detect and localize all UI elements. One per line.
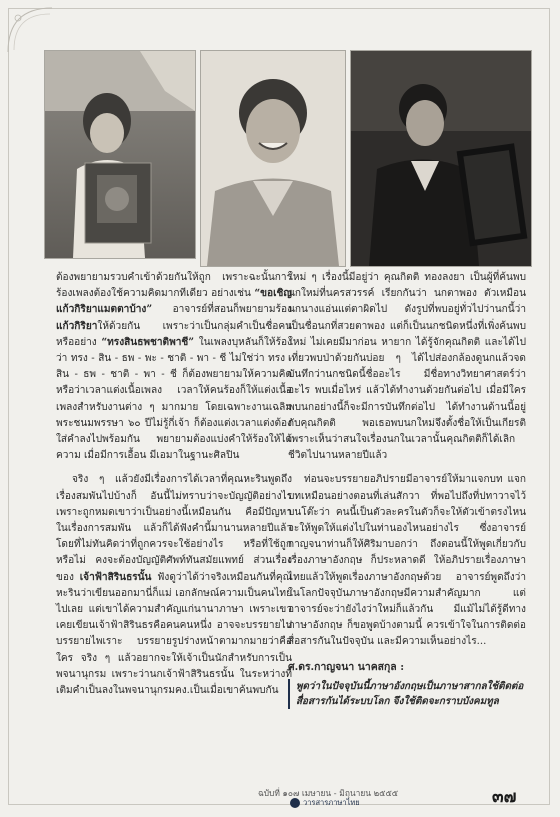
author-name: ศ.ดร.กาญจนา นาคสกุล : bbox=[288, 660, 405, 673]
highlight-term: แก้วกิริยา bbox=[56, 320, 98, 332]
text-segment: ต้องพยายามรวบคำเข้าด้วยกันให้ถูก เพราะฉะนั้นการร้องเพลงต้องใช้ความคิดมากทีเดียว อย่างเช่น bbox=[56, 272, 292, 300]
text-segment: อาจารย์ที่สอนก็พยายามร้อง bbox=[172, 304, 292, 316]
photo-woman-smiling bbox=[200, 50, 346, 267]
photo-woman-with-book bbox=[350, 50, 532, 267]
author-quote: พูดว่าในปัจจุบันนี้ภาษาอังกฤษเป็นภาษาสากลใช้ติดต่อสื่อสารกันได้ระบบโลก จึงใช้ติดจะกราบบังคมทูล bbox=[288, 679, 526, 709]
logo-mark-icon bbox=[290, 798, 300, 808]
text-segment: ในเพลงบุหลันก็ให้ร้องว่า ทรง - สิน - ธพ - พะ - ชาติ - พา - ชี ไม่ใช่ว่า ทรง - สิน - ธพ - ชาติ - พา - ชี ก็ต้องพยายามให้ความคิด หรือว่าเวลาแต่งเนื้อเพลง เวลาให้คนร้องก็ให้แต่งเนื้อเพลงสำหรับงานต่าง ๆ มากมาย โดยเฉพาะงานเฉลิมพระชนมพรรษา ๖๐ ปีไม่รู้กี่เจ้า ก็ต้องแต่งเวลาแต่งต้องใส่คำลงไปพร้อมกัน พยายามต้องแบ่งคำให้ร้องให้ได้ความ เมื่อมีการเอื้อน มีเอมาในฐานะศิลปิน bbox=[56, 336, 292, 462]
right-column bbox=[288, 270, 526, 709]
quoted-lyric: “ขอเชิญแก้วกิริยาแมตตาบ้าง” bbox=[56, 288, 292, 316]
text-segment: ฟังดูว่าได้ว่าจริงเหมือนกันที่คุณหะรินว่าเขียนออกมานี่ก็แม่ เอกลักษณ์ความเป็นคนไทยไปเลย แต่เขาได้ความสำคัญแก่นานาภาษา เพราะเขาเคยเขียนเจ้าฟ้าสิรินธรคือคนคนหนึ่ง อาจจะบรรยายไป บรรยายไพเราะ บรรยายรูปร่างหน้าตามากมายว่าคือใคร จริง ๆ แล้วอยากจะให้เจ้าเป็นนักสำหรับการเป็นพจนานุกรม เพราะว่านกเจ้าฟ้าสิรินธรนั้น ในระหว่างที่เติมคำเป็นลงในพจนานุกรมคง.เป็นเมื่อเขาค้นพบกัน bbox=[56, 571, 292, 697]
page-number: ๓๗ bbox=[492, 787, 517, 807]
logo-text: วารสารภาษาไทย bbox=[303, 798, 360, 807]
text-segment: ให้ด้วยกัน เพราะว่าเป็นกลุ่มคำเป็นชื่อคน หรืออย่าง bbox=[56, 320, 292, 348]
left-paragraph-2 bbox=[56, 472, 292, 699]
journal-logo bbox=[290, 797, 360, 809]
photo-woman-with-award bbox=[44, 50, 196, 259]
text-segment: จริง ๆ แล้วยังมีเรื่องการได้เวลาที่คุณหะรินพูดถึงเรื่องสมพันไปบ้างก็ อันนี้ไม่ทราบว่าจะบัญญัติอย่างไร เพราะถูกหมดเขาว่าเป็นอย่างนี้เหมือนกัน คือมีปัญหาในเรื่องการสมพัน แล้วก็ได้ฟังคำนี้มานานหลายปีแล้ว โดยที่ไม่ทันคิดว่าที่ถูกควรจะใช้อย่างไร หรือที่ใช้ถูกหรือไม่ คงจะต้องบัญญัติศัพท์ทันสมัยแพทย์ ส่วนเรื่องของ bbox=[56, 474, 292, 583]
issue-info: ฉบับที่ ๑๐๗ เมษายน - มิถุนายน ๒๕๕๕ bbox=[258, 788, 399, 798]
page-footer bbox=[0, 783, 560, 807]
highlight-term: เจ้าฟ้าสิรินธรนั้น bbox=[79, 571, 152, 583]
quoted-lyric: “ทรงสินธพชาติพาชี” bbox=[101, 336, 195, 348]
left-column bbox=[56, 270, 292, 707]
left-paragraph-1 bbox=[56, 270, 292, 464]
right-paragraph-2: ท่อนจะบรรยายอภิปรายมีอาจารย์ให้มาแจกบท แจกบทเหมือนอย่างตอนที่เล่นสักวา ที่พอไปถึงที่ปทาวาจไว้บนโต๊ะว่า คนนี้เป็นตัวละครในตัวก็จะให้ตัวเข้าตรงไหนจะให้พูดให้แต่งไปในท่านองไหนอย่างไร ซึ่งอาจารย์กาญจนาท่านก็ให้ศิริมาบอกว่า ถึงตอนนี้ให้พูดเกี่ยวกับเรื่องภาษาอังกฤษ ก็ประหลาดดี ให้อภิปรายเรื่องภาษาไทยแล้วให้พูดเรื่องภาษาอังกฤษด้วย อาจารย์พูดถึงว่าในโลกปัจจุบันภาษาอังกฤษมีความสำคัญมาก แต่อาจารย์จะว่ายังไงว่าใหม่ก็แล้วกัน มีแม้ไม่ได้รู้ดีทางภาษาอังกฤษ ก็ขอพูดบ้างตามนี้ ควรเข้าใจในการติดต่อสื่อสารกันในปัจจุบัน และมีความเห็นอย่างไร... bbox=[288, 474, 526, 648]
right-paragraph-1: ใหม่ ๆ เรื่องนี้มีอยู่ว่า คุณกิตติ ทองลงยา เป็นผู้ที่ค้นพบนกใหม่ที่นครสวรรค์ เรียกกันว่า นกตาพอง ตัวเหมือนนกนางแอ่นแต่ตาผิดไป ดังรูปที่พบอยู่ทั่วไปว่านกนี้ว่าเป็นชื่อนกที่สวยตาพอง แต่ก็เป็นนกชนิดหนึ่งที่เพิ่งค้นพบใหม่ ไม่เคยมีมาก่อน หายาก ได้รู้จักคุณกิตติ และได้ไปเที่ยวพบป่าด้วยกันบ่อย ๆ ได้ไปส่องกล้องดูนกแล้วจดบันทึกว่านกชนิดนี้ชื่ออะไร มีชื่อทางวิทยาศาสตร์ว่าอะไร พบเมื่อไหร่ แล้วได้ทำงานด้วยกันต่อไป เมื่อมีใครพบนกอย่างนี้ก็จะมีการบันทึกต่อไป ได้ทำงานด้านนี้อยู่กับคุณกิตติ พอเธอพบนกใหม่จึงตั้งชื่อให้เป็นเกียรติ เพราะเห็นว่าสนใจเรื่องนกในเวลานั้นคุณกิตติก็ได้เลิกชีวิตไปนานหลายปีแล้ว bbox=[288, 272, 526, 462]
